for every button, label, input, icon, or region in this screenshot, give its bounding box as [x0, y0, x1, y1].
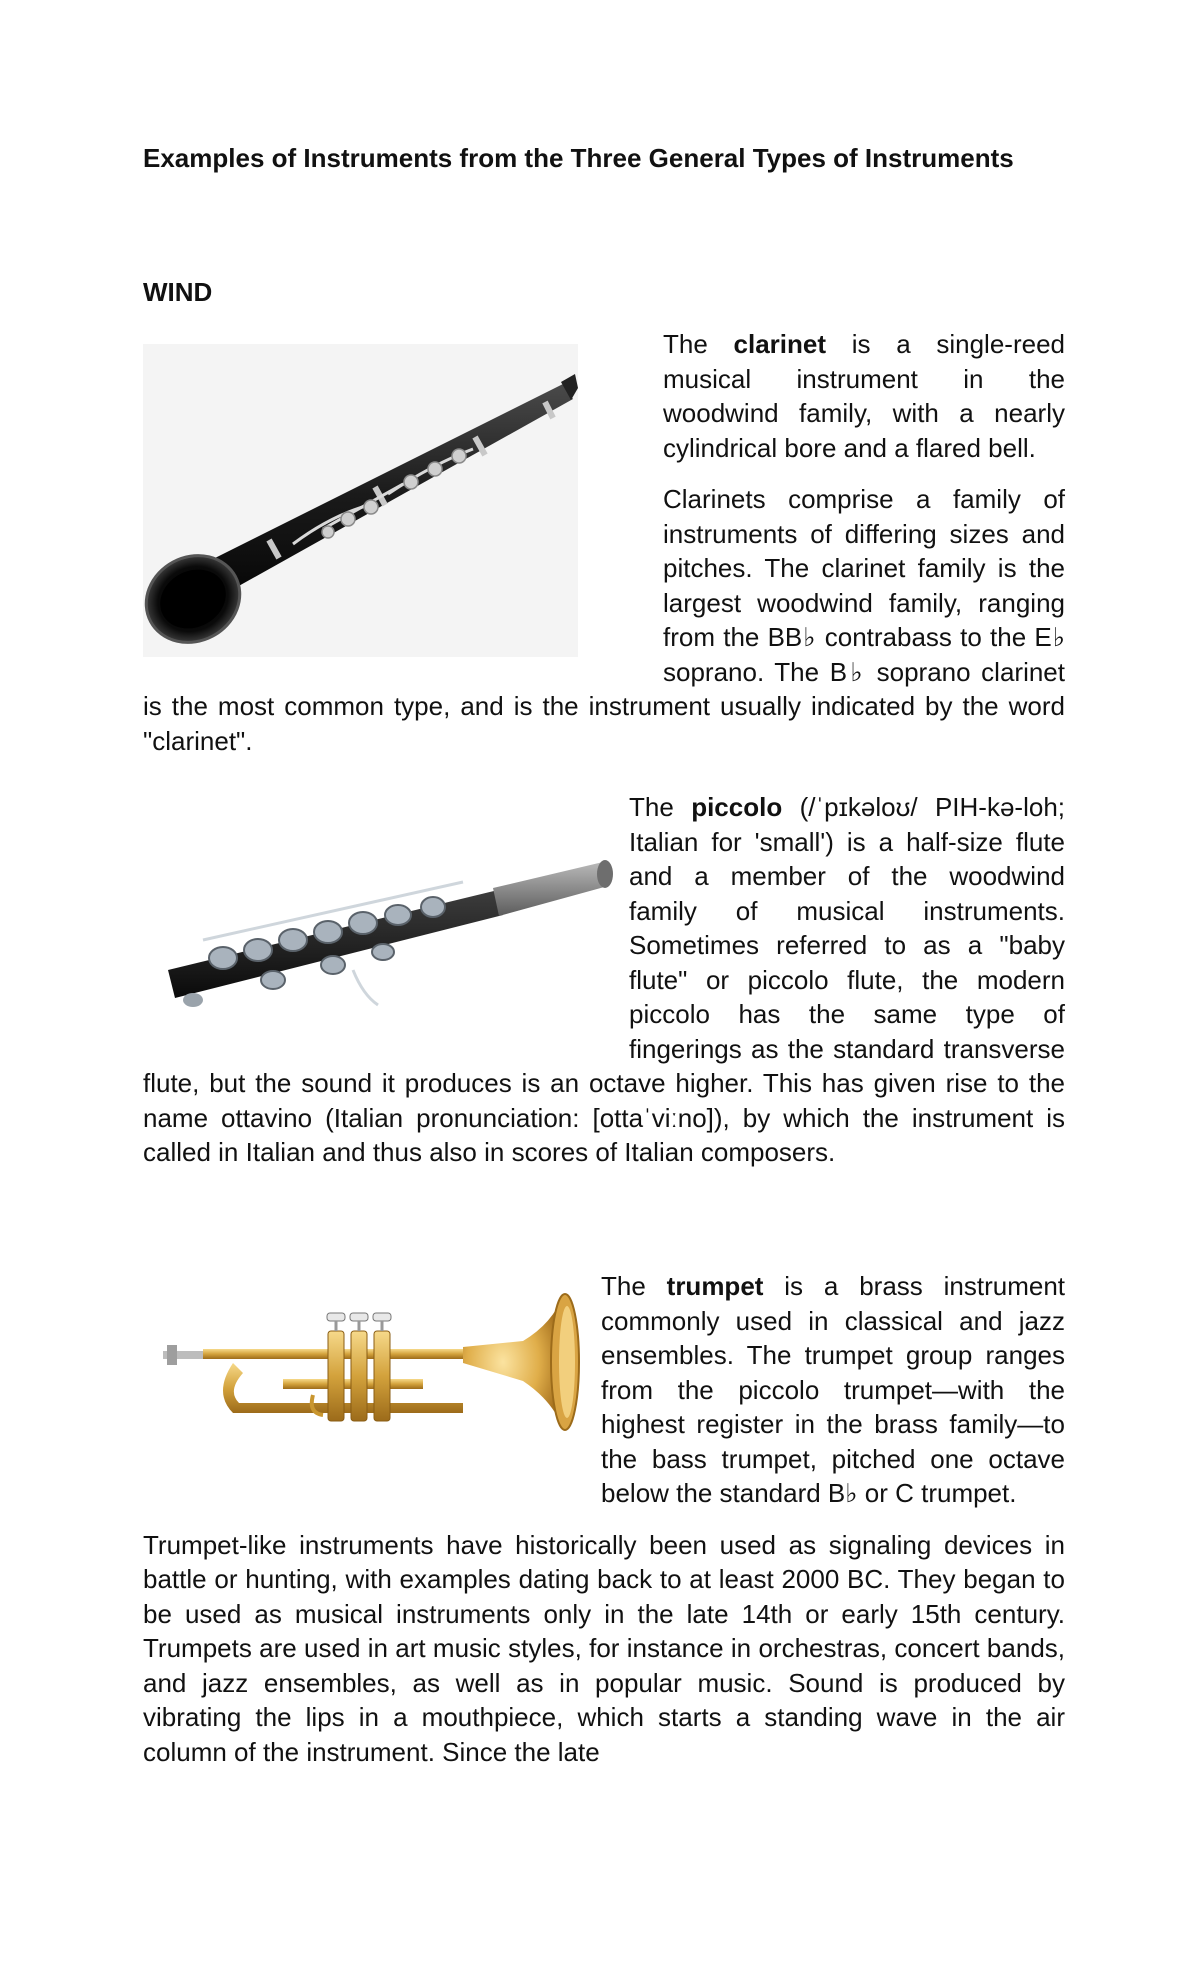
clarinet-paragraph-1: The clarinet is a single-reed musical instrument in the woodwind family, with a nearly cylindrical bore and a flared bell.	[663, 329, 1065, 463]
clarinet-paragraph-2: Clarinets comprise a family of instruments of differing sizes and pitches. The clarinet family is the largest woodwind family, ranging from the BB♭ contrabass to the E♭ soprano. The B♭ soprano clarinet is the most common type, and is the instrument usually indicated by the word "clarinet".	[143, 484, 1065, 756]
trumpet-term: trumpet	[666, 1271, 764, 1301]
piccolo-image	[143, 790, 629, 1060]
piccolo-paragraph: The piccolo (/ˈpɪkəloʊ/ PIH-kə-loh; Italian for 'small') is a half-size flute and a member of the woodwind family of musical instruments. Sometimes referred to as a "baby flute" or piccolo flute, the modern piccolo has the same type of fingerings as the standard transverse flute, but the sound it produces is an octave higher. This has given rise to the name ottavino (Italian pronunciation: [ottaˈviːno]), by which the instrument is called in Italian and thus also in scores of Italian composers.	[143, 792, 1065, 1167]
clarinet-term: clarinet	[733, 329, 827, 359]
clarinet-image	[143, 344, 615, 657]
trumpet-paragraph-1: The trumpet is a brass instrument commonly used in classical and jazz ensembles. The trumpet group ranges from the piccolo trumpet—with the highest register in the brass family—to the bass trumpet, pitched one octave below the standard B♭ or C trumpet.	[601, 1271, 1066, 1508]
trumpet-paragraph-2: Trumpet-like instruments have historically been used as signaling devices in battle or hunting, with examples dating back to at least 2000 BC. They began to be used as musical instruments only in the late 14th or early 15th century. Trumpets are used in art music styles, for instance in orchestras, concert bands, and jazz ensembles, as well as in popular music. Sound is produced by vibrating the lips in a mouthpiece, which starts a standing wave in the air column of the instrument. Since the late	[143, 1529, 1065, 1767]
trumpet-image	[143, 1269, 601, 1499]
document-title: Examples of Instruments from the Three General Types of Instruments	[143, 143, 1014, 173]
piccolo-section	[143, 790, 1065, 1170]
clarinet-section	[143, 327, 1065, 758]
section-heading-wind: WIND	[143, 277, 213, 307]
piccolo-term: piccolo	[691, 792, 783, 822]
trumpet-section	[143, 1269, 1065, 1769]
